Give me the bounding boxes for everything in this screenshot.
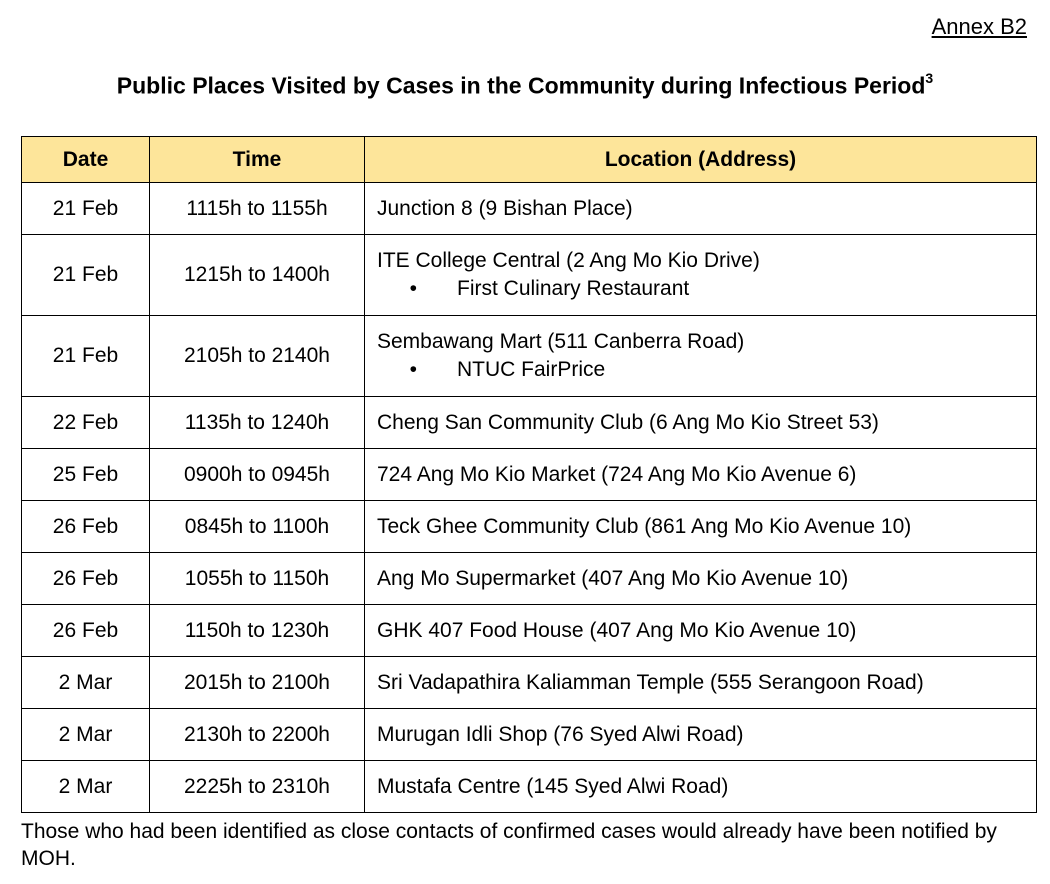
location-sub-item <box>377 277 1035 301</box>
table-row <box>22 235 1037 316</box>
location-text: Mustafa Centre (145 Syed Alwi Road) <box>377 774 729 798</box>
cell-time: 1215h to 1400h <box>150 235 365 316</box>
location-text: Teck Ghee Community Club (861 Ang Mo Kio Avenue 10) <box>377 514 912 538</box>
cell-date: 21 Feb <box>22 235 150 316</box>
cell-location <box>365 235 1037 316</box>
cell-location <box>365 605 1037 657</box>
location-sub-item <box>377 358 1035 382</box>
cell-location <box>365 709 1037 761</box>
location-text: GHK 407 Food House (407 Ang Mo Kio Avenue 10) <box>377 618 857 642</box>
title-text: Public Places Visited by Cases in the Community during Infectious Period <box>116 72 926 99</box>
table-row <box>22 553 1037 605</box>
location-text: Ang Mo Supermarket (407 Ang Mo Kio Avenue 10) <box>377 566 849 590</box>
cell-date: 26 Feb <box>22 553 150 605</box>
cell-time: 0845h to 1100h <box>150 501 365 553</box>
cell-time: 2225h to 2310h <box>150 761 365 813</box>
location-text: Cheng San Community Club (6 Ang Mo Kio Street 53) <box>377 410 879 434</box>
table-row <box>22 449 1037 501</box>
cell-date: 2 Mar <box>22 709 150 761</box>
cell-time: 2015h to 2100h <box>150 657 365 709</box>
cell-date: 2 Mar <box>22 657 150 709</box>
cell-time: 0900h to 0945h <box>150 449 365 501</box>
table-row <box>22 709 1037 761</box>
places-table <box>21 136 1037 813</box>
cell-location <box>365 316 1037 397</box>
sub-item-text: NTUC FairPrice <box>457 358 606 381</box>
cell-location <box>365 761 1037 813</box>
location-text: Junction 8 (9 Bishan Place) <box>377 196 633 220</box>
cell-date: 26 Feb <box>22 501 150 553</box>
cell-location <box>365 183 1037 235</box>
location-text: Sembawang Mart (511 Canberra Road) <box>377 330 745 353</box>
location-text: ITE College Central (2 Ang Mo Kio Drive) <box>377 249 760 272</box>
table-row <box>22 183 1037 235</box>
table-header-row <box>22 137 1037 183</box>
cell-location <box>365 449 1037 501</box>
cell-date: 21 Feb <box>22 316 150 397</box>
header-location: Location (Address) <box>365 137 1037 183</box>
cell-location <box>365 397 1037 449</box>
cell-time: 2105h to 2140h <box>150 316 365 397</box>
cell-time: 1115h to 1155h <box>150 183 365 235</box>
sub-item-text: First Culinary Restaurant <box>457 277 690 300</box>
cell-date: 21 Feb <box>22 183 150 235</box>
header-date: Date <box>22 137 150 183</box>
cell-date: 2 Mar <box>22 761 150 813</box>
header-time: Time <box>150 137 365 183</box>
cell-location <box>365 553 1037 605</box>
cell-date: 22 Feb <box>22 397 150 449</box>
cell-time: 1135h to 1240h <box>150 397 365 449</box>
location-text: Murugan Idli Shop (76 Syed Alwi Road) <box>377 722 744 746</box>
table-row <box>22 397 1037 449</box>
table-row <box>22 605 1037 657</box>
footnote-text: Those who had been identified as close contacts of confirmed cases would already have been notified by MOH. <box>21 820 997 870</box>
location-text: Sri Vadapathira Kaliamman Temple (555 Serangoon Road) <box>377 670 924 694</box>
page-title <box>0 72 1050 100</box>
cell-time: 1055h to 1150h <box>150 553 365 605</box>
location-text: 724 Ang Mo Kio Market (724 Ang Mo Kio Avenue 6) <box>377 462 857 486</box>
cell-location <box>365 501 1037 553</box>
cell-time: 1150h to 1230h <box>150 605 365 657</box>
table-row <box>22 316 1037 397</box>
title-footnote-ref: 3 <box>925 70 934 86</box>
table-row <box>22 761 1037 813</box>
annex-label: Annex B2 <box>931 14 1027 39</box>
cell-time: 2130h to 2200h <box>150 709 365 761</box>
cell-date: 26 Feb <box>22 605 150 657</box>
cell-location <box>365 657 1037 709</box>
table-row <box>22 501 1037 553</box>
table-row <box>22 657 1037 709</box>
cell-date: 25 Feb <box>22 449 150 501</box>
